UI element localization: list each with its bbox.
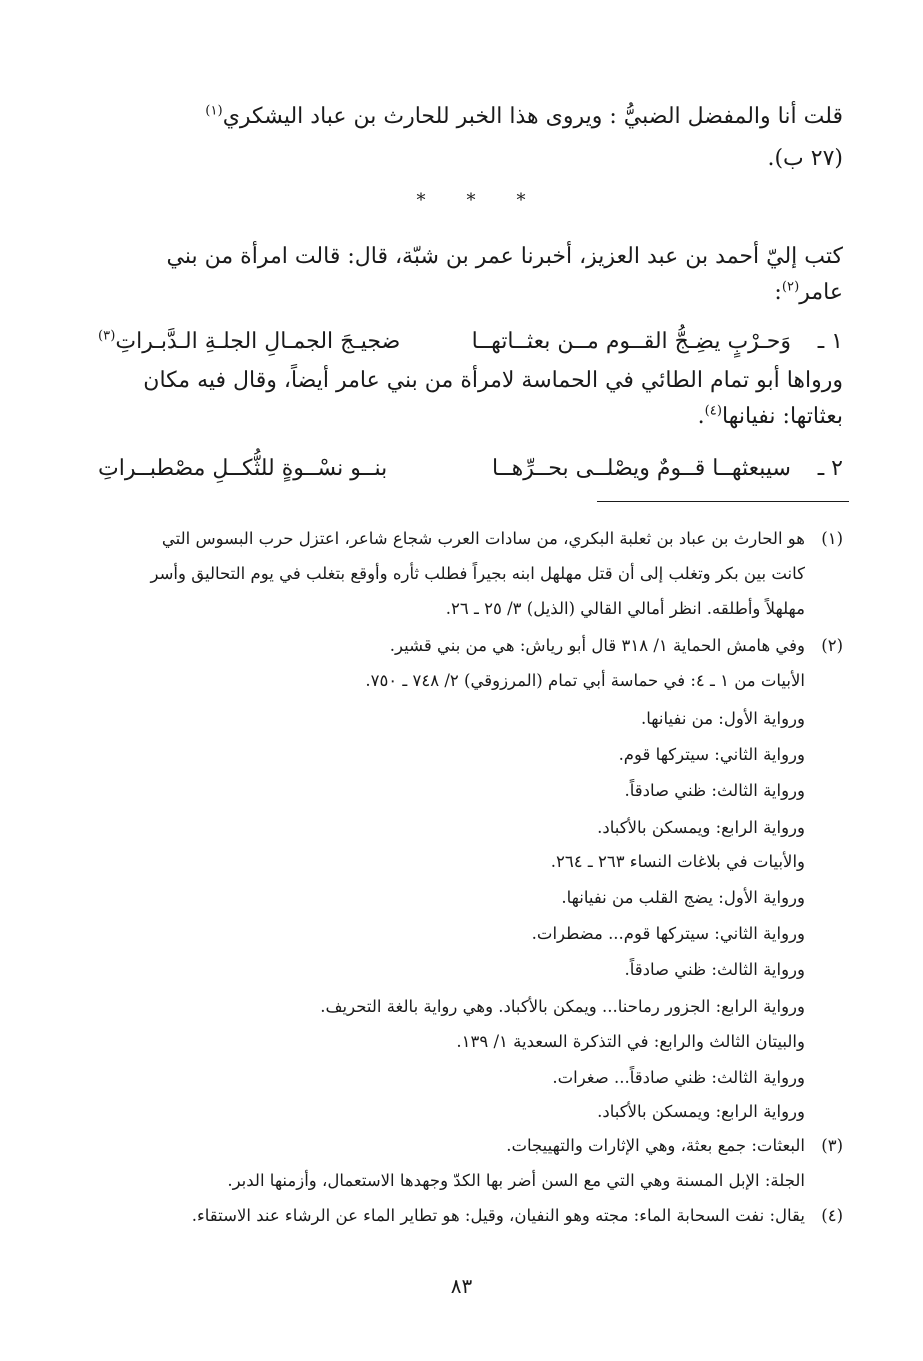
footnote-line: الأبيات من ١ ـ ٤: في حماسة أبي تمام (المرزوقي) ٢/ ٧٤٨ ـ ٧٥٠. [365, 671, 805, 690]
footnote-ref-2: (٢) [781, 279, 800, 295]
footnote-number: (١) [821, 529, 843, 548]
footnote-line: ورواية الرابع: ويمسكن بالأكباد. [597, 1102, 805, 1121]
verse-1-first-hemistich: وَحـرْبٍ يضِـجُّ القــوم مــن بعثــاتهــا [471, 329, 791, 354]
paragraph-2-line-1: كتب إليّ أحمد بن عبد العزيز، أخبرنا عمر بن شبّة، قال: قالت امرأة من بني [166, 244, 843, 269]
verse-1-number: ١ ـ [817, 329, 843, 354]
section-separator [396, 190, 546, 211]
footnote-line: ورواية الثالث: ظني صادقاً. [624, 960, 805, 979]
footnote-ref-1: (١) [205, 103, 223, 119]
paragraph-1-line-1 [205, 100, 843, 134]
footnote-line: مهلهلاً وأطلقه. انظر أمالي القالي (الذيل) ٣/ ٢٥ ـ ٢٦. [445, 599, 805, 618]
footnote-line: ورواية الثالث: ظني صادقاً... صغرات. [552, 1068, 805, 1087]
paragraph-2-text: عامر [799, 280, 843, 305]
footnote-line: البعثات: جمع بعثة، وهي الإثارات والتهييجات. [506, 1136, 805, 1155]
paragraph-3-end: . [697, 404, 705, 429]
verse-1-second-hemistich [98, 325, 400, 359]
separator-star: * [516, 190, 526, 211]
footnote-separator-line [597, 501, 849, 502]
footnote-line: هو الحارث بن عباد بن ثعلبة البكري، من سادات العرب شجاع شاعر، اعتزل حرب البسوس التي [161, 529, 805, 548]
footnote-line: ورواية الأول: يضج القلب من نفيانها. [561, 888, 805, 907]
verse-1-second-text: ضجيـجَ الجمـالِ الجلـةِ الـدَّبـراتِ [115, 329, 401, 354]
footnote-ref-3: (٣) [98, 328, 116, 344]
paragraph-1-text: قلت أنا والمفضل الضبيُّ : ويروى هذا الخبر للحارث بن عباد اليشكري [222, 104, 843, 129]
footnote-ref-4: (٤) [704, 403, 722, 419]
paragraph-3-line-2 [698, 400, 843, 434]
footnote-line: الجلة: الإبل المسنة وهي التي مع السن أضر بها الكدّ وجهدها الاستعمال، وأزمنها الدبر. [227, 1171, 805, 1190]
footnote-number: (٣) [821, 1136, 843, 1155]
paragraph-2-colon: : [774, 280, 782, 305]
footnote-number: (٢) [821, 636, 843, 655]
footnote-line: ورواية الثالث: ظني صادقاً. [624, 781, 805, 800]
footnote-line: ورواية الرابع: ويمسكن بالأكباد. [597, 818, 805, 837]
paragraph-3-text: بعثاتها: نفيانها [721, 404, 843, 429]
verse-2-second-hemistich: بنــو نسْــوةٍ للثُّكــلِ مصْطبــراتِ [98, 456, 388, 481]
separator-star: * [416, 190, 426, 211]
footnote-line: ورواية الثاني: سيتركها قوم... مضطرات. [531, 924, 805, 943]
paragraph-1-line-2: (٢٧ ب). [767, 146, 843, 171]
footnote-line: والأبيات في بلاغات النساء ٢٦٣ ـ ٢٦٤. [550, 852, 805, 871]
paragraph-3-line-1: ورواها أبو تمام الطائي في الحماسة لامرأة من بني عامر أيضاً، وقال فيه مكان [143, 368, 843, 393]
page-number: ٨٣ [450, 1274, 473, 1298]
footnote-line: وفي هامش الحماية ١/ ٣١٨ قال أبو رياش: هي من بني قشير. [389, 636, 805, 655]
verse-2-first-hemistich: سيبعثهــا قــومٌ ويصْلــى بحــرِّهــا [492, 456, 791, 481]
footnote-line: كانت بين بكر وتغلب إلى أن قتل مهلهل ابنه بجيراً فطلب ثأره وأوقع بتغلب في يوم التحاليق وأسر [150, 564, 805, 583]
verse-2-number: ٢ ـ [817, 456, 843, 481]
footnote-line: والبيتان الثالث والرابع: في التذكرة السعدية ١/ ١٣٩. [456, 1032, 805, 1051]
footnote-line: ورواية الأول: من نفيانها. [641, 709, 805, 728]
footnote-line: يقال: نفت السحابة الماء: مجته وهو النفيان، وقيل: هو تطاير الماء عن الرشاء عند الاستقاء. [191, 1206, 805, 1225]
separator-star: * [466, 190, 476, 211]
paragraph-2-line-2 [774, 276, 843, 310]
footnote-line: ورواية الرابع: الجزور رماحنا... ويمكن بالأكباد. وهي رواية بالغة التحريف. [320, 997, 805, 1016]
footnote-number: (٤) [821, 1206, 843, 1225]
footnote-line: ورواية الثاني: سيتركها قوم. [618, 745, 805, 764]
